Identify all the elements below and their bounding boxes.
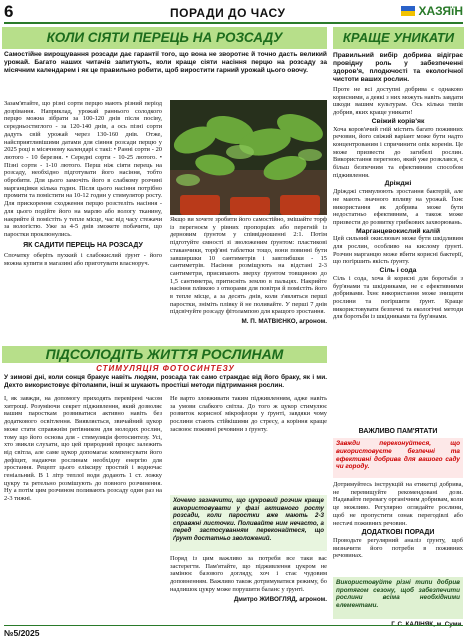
article2-author: Дмитро ЖИВОГЛЯД, агроном.	[233, 595, 327, 603]
article1-title: КОЛИ СІЯТИ ПЕРЕЦЬ НА РОЗСАДУ	[2, 27, 327, 49]
article1-col1-text2: Спочатку оберіть пухкий і слабокислий ґрунт - його можна купити в магазині або приготувати власноруч.	[4, 252, 162, 267]
article2-lead: У зимові дні, коли сонця бракує навіть людям, розсада так само страждає від його браку, як і ми. Дехто використовує фітолампи, інші ж шукають простіші методи підтримання рослин.	[4, 374, 327, 389]
important-note-box: Завжди переконуйтеся, що використовуєте безпечні та ефективні добрива для вашого саду чи городу.	[333, 438, 463, 478]
article3-text2: Дотримуйтесь інструкцій на етикетці добрива, не перевищуйте рекомендовані дози. Надавайте перевагу органічним добривам, коли це можливо. Регулярно оглядайте рослини, щоб не пропустити ознак перегодівлі або нестачі поживних речовин.	[333, 481, 463, 527]
article2-subtitle: СТИМУЛЯЦІЯ ФОТОСИНТЕЗУ	[96, 364, 235, 373]
text-extra-tips: Проводьте регулярний аналіз ґрунту, щоб визначити його потреби в поживних речовинах.	[333, 536, 463, 560]
article1-col1-text: Зазам'ятайте, що різні сорти перцю мають різний період дозрівання. Наприклад, урожай раннього солодкого перцю можна зібрати за 100-120 днів після посіву, середньостиглого - за 120-140 днів, а ось пізні сорти дадуть свій урожай через 130-160 днів. Отже, найсприятливішими датами для сіяння розсади перцю у 2025 році в місячному календарі є такі: • Ранні сорти - 20 лютого - 10 березня. • Середні сорти - 10-25 лютого. • Пізні сорти - 1-10 лютого. Перш ніж сіяти перець на розсаду, необхідно підготувати його насіння, тобто обробити. Для цього замочіть його в слабкому розчині марганцівки кілька годин. Після цього насіння потрібно промити та помістити на 10-12 годин у стимулятор росту. Для прискорення сходження перцю розстеліть насіння - для цього подійте його на марлю або вологу тканину, накрийте й помістіть у тепле місце, час від часу стежачи за вологістю. Уже за 4-5 днів зможете побачити, що паростки проклюнулись.	[4, 100, 162, 238]
heading-potash: Марганцевокислий калій	[355, 227, 441, 235]
heading-yeast: Дріжджі	[384, 180, 412, 188]
article1-col2-text: Якщо ви хочете зробити його самостійно, змішайте торф із перегноєм у рівних пропорціях або перегній із дерновим ґрунтом у співвідношенні 2:1. Потім підготуйте ємності зі зволоженим ґрунтом: пластикові стаканчики, торф'яні таблетки тощо, вони повинні бути завширшки 10 сантиметрів і завглибшки - 15 сантиметрів. Насіння розміщують на відстані 2-3 сантиметри, присипають зверху ґрунтом товщиною до 1,5 сантиметра, притисніть землю в пальцях. Накрийте насіння плівкою з отворами для повітря й помістіть його в тепле місце, а за десять днів, коли з'являться перші паростки, зніміть плівку й не поливайте. У перші 7 днів підсвічуйте розсаду фітолампою для кращого зростання.	[170, 216, 327, 316]
article2-note-box: Хочемо зазначити, що цукровий розчин краще використовувати у фазі активного росту розсади, коли паростки вже мають 2-3 справжні листочки. Поливайте ним нечасто, а перед застосуванням переконайтеся, що ґрунт достатньо зволожений.	[170, 495, 327, 551]
text-fresh-manure: Хоча коров'ячий гній містить багато поживних речовин, його свіжий варіант може бути надто концентрованим і спричинити опік коренів. Це може призвести до загибелі рослин. Використання перегною, який уже розклався, є більш безпечним та ефективним способом підживлення.	[333, 125, 463, 179]
article2-column2: Не варто зловживати таким підживленням, адже навіть за умови слабкого світла. До того ж цукор стимулює розвиток корисної мікрофлори у ґрунті, завдяки чому рослини стають стійкішими до стресу, а коріння краще засвоює поживні речовини з ґрунту.	[170, 395, 327, 433]
article3-green-note: Використовуйте різні типи добрив протягом сезону, щоб забезпечити рослини всіма необхідними елементами.	[333, 577, 463, 619]
article1-column2	[170, 216, 327, 326]
article3-bottom-text	[333, 481, 463, 560]
article1-subhead: ЯК САДИТИ ПЕРЕЦЬ НА РОЗСАДУ	[23, 241, 143, 249]
section-title: ПОРАДИ ДО ЧАСУ	[170, 6, 286, 20]
article2-column2-continued	[170, 555, 327, 603]
article2-title: ПІДСОЛОДІТЬ ЖИТТЯ РОСЛИНАМ	[2, 346, 327, 363]
important-title: ВАЖЛИВО ПАМ'ЯТАТИ	[358, 428, 438, 435]
article3-lead: Правильний вибір добрива відіграє провідну роль у забезпеченні здоров'я, плодючості та екологічної чистоти ваших рослин.	[333, 52, 463, 83]
issue-number: №5/2025	[4, 628, 40, 638]
heading-fresh-manure: Свіжий корів'як	[371, 117, 425, 125]
pepper-seedlings-photo	[170, 100, 327, 215]
ukraine-flag-icon	[401, 6, 415, 16]
article1-author: М. П. МАТВІЄНКО, агроном.	[241, 318, 327, 326]
text-potash: Цей сильний окислювач може бути шкідливим для рослин, особливо на кислому ґрунті. Розчин марганцю може вбити корисні бактерії, що погіршить якість ґрунту.	[333, 235, 463, 266]
header-divider	[4, 22, 463, 24]
article3-text1: Проте не всі доступні добрива є однаково корисними, а деякі з них можуть навіть завдати шкоди вашим культурам. Ось кілька типів добрив, яких краще уникати!	[333, 86, 463, 117]
heading-extra-tips: ДОДАТКОВІ ПОРАДИ	[361, 529, 435, 537]
article2-col2-text2: Поряд із цим важливо за потреби все таки вас застерегти. Пам'ятайте, що підживлення цукром не замінює базового догляду, хоч і стає чудовим доповненням. Важливо також дотримуватися режиму, бо надлишок цукру може порушити баланс у ґрунті.	[170, 555, 327, 593]
text-yeast: Дріжджі стимулюють зростання бактерій, але не мають значного впливу на урожай. Їхнє використання як добрива може бути недостатньо ефективним, а також може призвести до розвитку грибкових захворювань.	[333, 188, 463, 226]
article1-lead: Самостійне вирощування розсади дає гарантії того, що вона не зворотнє й точно дасть великий урожай. Багато наших читачів запитують, коли краще сіяти насіння перцю на розсаду за місячним календарем і як це правильно робити, щоб виростити гарний урожай цього овочу.	[4, 51, 327, 75]
footer-divider	[4, 625, 463, 626]
brand-logo	[401, 4, 463, 18]
brand-name: ХАЗЯїН	[418, 4, 463, 18]
article1-column1	[4, 100, 162, 268]
article3-column	[333, 52, 463, 321]
article3-title: КРАЩЕ УНИКАТИ	[333, 27, 464, 49]
page-number: 6	[4, 2, 14, 21]
article2-column1: І, як завжди, на допомогу приходять перевірені часом хитрощі. Розуміючи секрет підживлення, який дозволяє вашим паросткам розвиватися активно навіть без додаткового освітлення. Виявляється, звичайний цукор може стати справжнім рятівником для молодих рослин, тому що його основа для - стимуляція фотосинтезу. Усі, хто звикли слухати, що цей природний процес залежить від світла, але саме цукор допомагає компенсувати його дефіцит, надаючи рослинам необхідну енергію для зростання. Рецепт цього еліксиру простий і водночас геніальний. В 1 літр теплої води додають 1 ст. ложку цукру та ретельно розмішують до повного розчинення. Ну а потім цим розчином поливають розсаду один раз на 2-3 тижні.	[4, 395, 162, 503]
text-salt-soda: Сіль і сода, хоча й корисні для боротьби з бур'янами та шкідниками, не є ефективними добривами. Їхнє використання може знищити рослини та погіршити ґрунт. Краще використовувати безпечні та екологічні методи для боротьби із шкідниками та бур'янами.	[333, 274, 463, 321]
heading-salt-soda: Сіль і сода	[379, 267, 417, 275]
